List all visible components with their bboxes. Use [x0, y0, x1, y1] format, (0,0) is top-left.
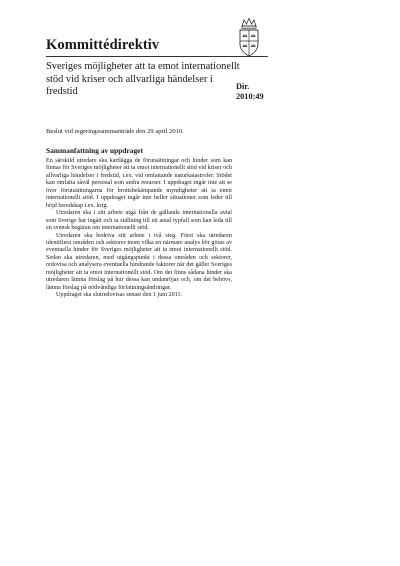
document-title: Sveriges möjligheter att ta emot internationellt stöd vid kriser och allvarliga händelser i fredstid: [46, 61, 240, 98]
summary-paragraph: Utredaren ska bedriva sitt arbete i två steg. Först ska utredaren identifiera områden och sektorer inom vilka en närmare analys bör göras av eventuella hinder för Sveriges möjligheter att ta emot internationellt stöd. Sedan ska utredaren, med utgångspunkt i dessa områden och sektorer, redovisa och analysera eventuella hindrande faktorer när det gäller Sveriges möjligheter att ta emot internationellt stöd. Om det finns sådana hinder ska utredaren lämna förslag på hur dessa kan undanröjas och, om det behövs, lämna förslag på nödvändiga författningsändringar.: [46, 232, 232, 291]
coat-of-arms-icon: [233, 17, 265, 59]
directive-number: 2010:49: [236, 92, 264, 101]
document-type-heading: Kommittédirektiv: [46, 37, 160, 53]
summary-body: [46, 158, 232, 300]
title-rule: [46, 56, 268, 57]
summary-heading: Sammanfattning av uppdraget: [46, 146, 143, 155]
directive-number-label: [236, 82, 276, 102]
directive-label: Dir.: [236, 82, 250, 91]
decision-line: Beslut vid regeringssammanträde den 29 april 2010.: [46, 128, 184, 135]
summary-paragraph: Uppdraget ska slutredovisas senast den 1 juni 2011.: [56, 292, 183, 299]
summary-paragraph: En särskild utredare ska kartlägga de förutsättningar och hinder som kan finnas för Sveriges möjligheter att ta emot internationellt stöd vid kriser och allvarliga händelser i fredstid, t.ex. vid omfattande naturkatastrofer. Stödet kan omfatta såväl personal som andra resurser. I uppdraget ingår inte att se över förutsättningarna för brottsbekämpande myndigheter att ta emot internationellt stöd. I uppdraget ingår inte heller situationer som leder till höjd beredskap t.ex. krig.: [46, 158, 232, 209]
summary-paragraph: Utredaren ska i sitt arbete utgå från de gällande internationella avtal som Sverige har ingått och ta ställning till ett antal typfall som kan leda till en svensk begäran om internationellt stöd.: [46, 210, 232, 232]
